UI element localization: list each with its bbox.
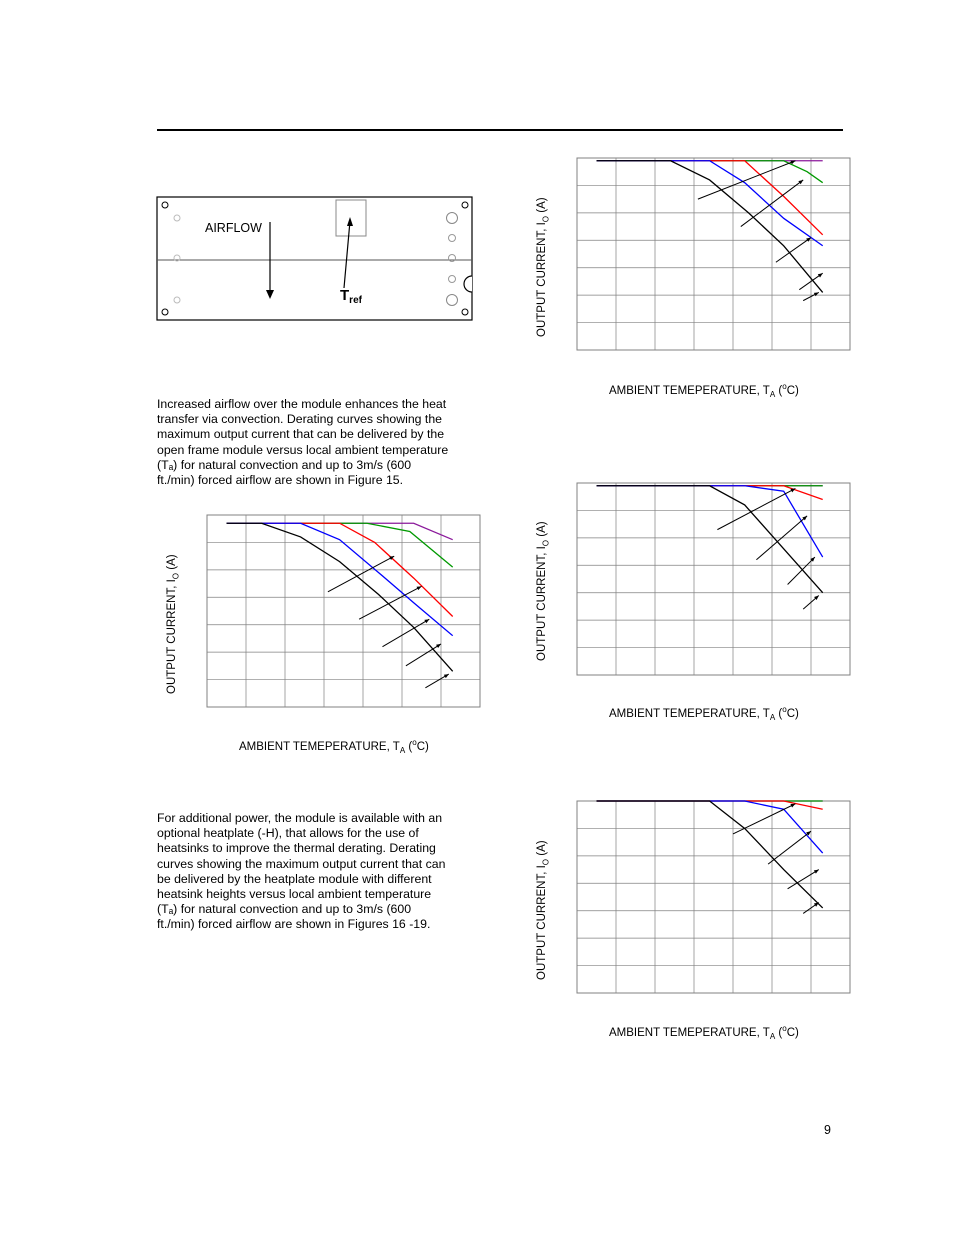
chart-grid [577, 801, 850, 993]
header-rule [157, 129, 843, 131]
paragraph-line: ft./min) forced airflow are shown in Figure 15. [157, 473, 404, 488]
derating-chart-figure-18 [575, 800, 852, 996]
module-top-view-diagram [155, 196, 475, 324]
series-line-blue [227, 523, 453, 635]
heatplate-paragraph [157, 811, 477, 933]
leader-line [776, 238, 811, 263]
leader-arrow-icon [818, 273, 823, 277]
leader-line [383, 619, 430, 646]
paragraph-line: be delivered by the heatplate module with different [157, 871, 432, 886]
series-line-red [597, 486, 823, 500]
derating-chart-figure-16 [575, 157, 852, 353]
derating-chart-figure-15 [205, 514, 482, 709]
paragraph-line: open frame module versus local ambient temperature [157, 442, 449, 457]
series-line-red [597, 801, 823, 809]
leader-line [768, 831, 811, 864]
paragraph-line: heatsinks to improve the thermal derating. Derating [157, 841, 436, 856]
page-number: 9 [824, 1123, 831, 1137]
chart-grid [577, 158, 850, 350]
y-axis-label: OUTPUT CURRENT, $I_O$ (A) [536, 197, 551, 337]
paragraph-line: curves showing the maximum output current that can [157, 856, 446, 871]
leader-line [359, 586, 421, 619]
series-line-black [597, 801, 823, 908]
paragraph-line: heatsink heights versus local ambient temperature [157, 887, 432, 902]
leader-arrow-icon [806, 238, 811, 242]
series-line-purple [227, 523, 453, 539]
paragraph-line: ft./min) forced airflow are shown in Figures 16 -19. [157, 917, 431, 932]
paragraph-line: optional heatplate (-H), that allows for the use of [157, 826, 419, 841]
paragraph-line: Increased airflow over the module enhances the heat [157, 397, 447, 411]
series-line-black [597, 486, 823, 593]
series-line-black [597, 161, 823, 293]
y-axis-label: OUTPUT CURRENT, $I_O$ (A) [536, 840, 551, 980]
x-axis-label: AMBIENT TEMEPERATURE, $T_A$ ($^o$C) [609, 382, 799, 400]
derating-chart-figure-17 [575, 482, 852, 678]
plot-frame [577, 483, 850, 675]
series-line-green [227, 523, 453, 567]
paragraph-line: maximum output current that can be delivered by the [157, 427, 445, 442]
chart-grid [577, 483, 850, 675]
y-axis-label: OUTPUT CURRENT, $I_O$ (A) [536, 521, 551, 661]
tref-label: $T_{ref}$ [340, 287, 362, 306]
x-axis-label: AMBIENT TEMEPERATURE, $T_A$ ($^o$C) [609, 705, 799, 723]
leader-line [717, 488, 795, 529]
y-axis-label: OUTPUT CURRENT, $I_O$ (A) [166, 554, 181, 694]
paragraph-line: (Tₐ) for natural convection and up to 3m/s (600 [157, 902, 412, 917]
leader-arrow-icon [814, 902, 819, 906]
series-line-blue [597, 486, 823, 557]
leader-line [733, 804, 795, 834]
paragraph-line: transfer via convection. Derating curves showing the [157, 412, 443, 427]
x-axis-label: AMBIENT TEMEPERATURE, $T_A$ ($^o$C) [239, 738, 429, 756]
x-axis-label: AMBIENT TEMEPERATURE, $T_A$ ($^o$C) [609, 1024, 799, 1042]
series-line-red [597, 161, 823, 235]
series-line-blue [597, 801, 823, 853]
series-line-blue [597, 161, 823, 246]
plot-frame [577, 158, 850, 350]
leader-line [328, 556, 394, 592]
paragraph-line: For additional power, the module is available with an [157, 811, 443, 825]
leader-line [406, 644, 441, 666]
leader-line [788, 870, 819, 889]
airflow-label: AIRFLOW [205, 221, 262, 235]
paragraph-line: (Tₐ) for natural convection and up to 3m/s (600 [157, 457, 412, 472]
plot-frame [577, 801, 850, 993]
airflow-paragraph [157, 397, 477, 488]
